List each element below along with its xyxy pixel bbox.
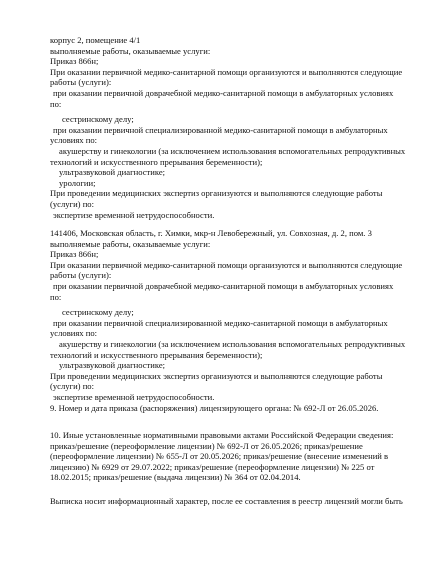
text-line: ультразвуковой диагностике; — [59, 167, 166, 178]
text-line: (услуги) по: — [50, 381, 94, 392]
text-line: выполняемые работы, оказываемые услуги: — [50, 45, 211, 56]
text-line: работы (услуги): — [50, 77, 112, 88]
text-line: приказ/решение (переоформление лицензии) № 692-Л от 26.05.2026; приказ/решение — [50, 440, 363, 451]
text-line: сестринскому делу; — [62, 307, 134, 318]
text-line: Приказ 866н; — [50, 249, 99, 260]
text-line: При оказании первичной медико-санитарной помощи организуются и выполняются следующие — [50, 259, 403, 270]
text-line: 10. Иные установленные нормативными правовыми актами Российской Федерации сведения: — [50, 430, 394, 440]
text-line: технологий и искусственного прерывания беременности); — [50, 156, 263, 167]
text-line: ультразвуковой диагностике; — [59, 360, 166, 371]
text-line: по: — [50, 291, 62, 302]
text-line: урологии; — [59, 177, 96, 188]
text-line: Приказ 866н; — [50, 56, 99, 67]
text-line: акушерству и гинекологии (за исключением использования вспомогательных репродуктивных — [59, 145, 406, 156]
text-line: при оказании первичной доврачебной медико-санитарной помощи в амбулаторных условиях — [53, 87, 394, 98]
text-line: работы (услуги): — [50, 270, 112, 281]
text-line: экспертизе временной нетрудоспособности. — [53, 391, 215, 402]
address-block-1 — [50, 35, 422, 220]
text-line: технологий и искусственного прерывания беременности); — [50, 349, 263, 360]
text-line: экспертизе временной нетрудоспособности. — [53, 209, 215, 220]
footer-note — [50, 496, 422, 507]
text-line: (услуги) по: — [50, 198, 94, 209]
text-line: выполняемые работы, оказываемые услуги: — [50, 238, 211, 249]
text-line: при оказании первичной доврачебной медико-санитарной помощи в амбулаторных условиях — [53, 280, 394, 291]
text-line: корпус 2, помещение 4/1 — [50, 35, 141, 45]
text-line: При проведении медицинских экспертиз организуются и выполняются следующие работы — [50, 188, 383, 199]
text-line: лицензию) № 6929 от 29.07.2022; приказ/решение (переоформление лицензии) № 225 от — [50, 461, 375, 472]
text-line: по: — [50, 98, 62, 109]
text-line: при оказании первичной специализированной медико-санитарной помощи в амбулаторных — [53, 124, 388, 135]
section-9-order — [50, 403, 422, 414]
text-line: при оказании первичной специализированной медико-санитарной помощи в амбулаторных — [53, 317, 388, 328]
text-line: 9. Номер и дата приказа (распоряжения) лицензирующего органа: № 692-Л от 26.05.2026. — [50, 403, 379, 413]
text-line: Выписка носит информационный характер, после ее составления в реестр лицензий могли быть — [50, 496, 403, 506]
text-line: При оказании первичной медико-санитарной помощи организуются и выполняются следующие — [50, 66, 403, 77]
address-block-2 — [50, 228, 422, 403]
text-line: условиях по: — [50, 135, 98, 146]
section-10-other-info — [50, 430, 422, 483]
text-line: (переоформление лицензии) № 655-Л от 20.05.2026; приказ/решение (внесение изменений в — [50, 451, 389, 462]
text-line: сестринскому делу; — [62, 114, 134, 125]
text-line: 141406, Московская область, г. Химки, мкр-н Левобережный, ул. Совхозная, д. 2, пом. 3 — [50, 228, 372, 238]
text-line: акушерству и гинекологии (за исключением использования вспомогательных репродуктивных — [59, 338, 406, 349]
text-line: При проведении медицинских экспертиз организуются и выполняются следующие работы — [50, 370, 383, 381]
text-line: условиях по: — [50, 328, 98, 339]
text-line: 18.02.2015; приказ/решение (выдача лицензии) № 364 от 02.04.2014. — [50, 472, 301, 483]
